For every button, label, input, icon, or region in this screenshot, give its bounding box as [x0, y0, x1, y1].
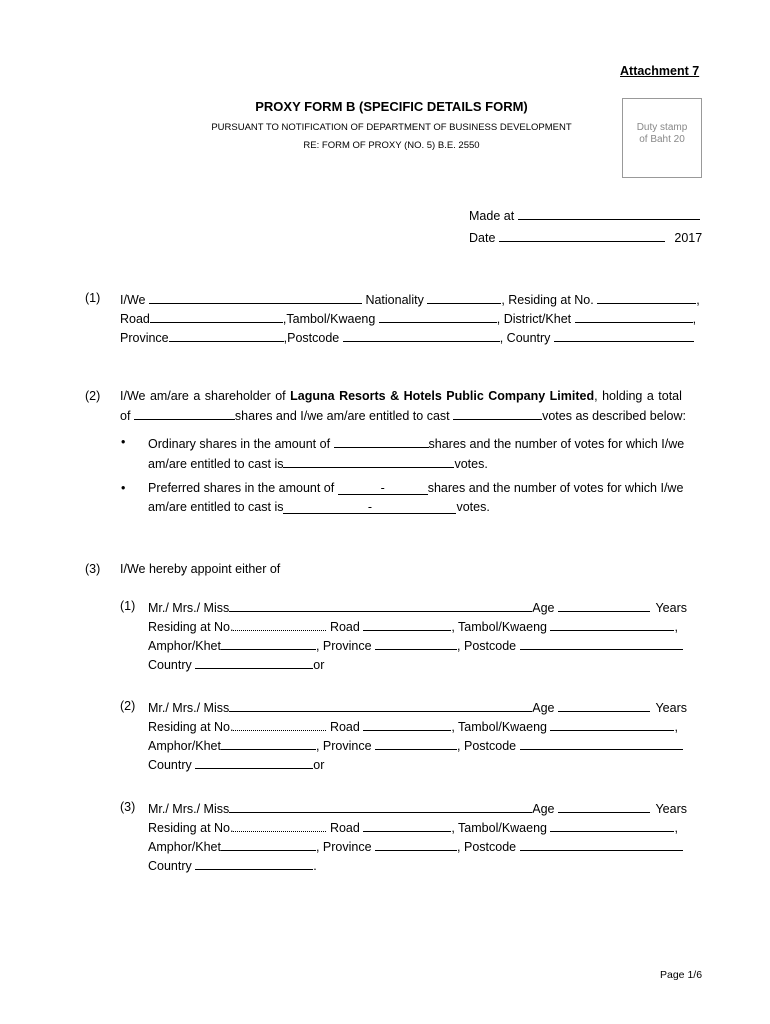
proxy-end-text: or	[313, 758, 325, 772]
date-year: 2017	[674, 231, 703, 245]
section-2-number: (2)	[85, 389, 101, 403]
tambol-label: , Tambol/Kwaeng	[451, 720, 547, 734]
proxy-residing-no-field[interactable]	[233, 819, 326, 832]
shares-votes-text: shares and the number of votes for which I/we	[427, 481, 684, 495]
section-1-line-1	[120, 291, 700, 307]
province-field[interactable]	[169, 329, 284, 342]
proxy-end-text: or	[313, 658, 325, 672]
date-label: Date	[469, 231, 496, 245]
proxy-tambol-field[interactable]	[550, 618, 674, 631]
holding-total-text: , holding a total	[594, 389, 682, 403]
proxy-line-country	[148, 857, 317, 873]
country-field[interactable]	[554, 329, 694, 342]
road-label: Road	[329, 620, 360, 634]
proxy-age-field[interactable]	[558, 699, 650, 712]
proxy-residing-no-field[interactable]	[233, 618, 326, 631]
form-title: PROXY FORM B (SPECIFIC DETAILS FORM)	[255, 99, 528, 114]
amphor-label: Amphor/Khet	[148, 739, 221, 753]
preferred-votes-field[interactable]	[283, 501, 456, 514]
proxy-line-address	[148, 819, 678, 835]
ordinary-line-1	[148, 435, 684, 451]
section-2-line-2	[120, 407, 686, 423]
dash: -	[380, 481, 385, 495]
road-label: Road	[329, 821, 360, 835]
proxy-tambol-field[interactable]	[550, 718, 674, 731]
attachment-label: Attachment 7	[620, 64, 700, 78]
section-3-number: (3)	[85, 562, 101, 576]
votes-desc-text: votes as described below:	[542, 409, 686, 423]
proxy-country-field[interactable]	[195, 857, 313, 870]
years-label: Years	[655, 601, 687, 615]
proxy-country-field[interactable]	[195, 656, 313, 669]
proxy-road-field[interactable]	[363, 618, 451, 631]
tambol-field[interactable]	[379, 310, 497, 323]
stamp-line-1: Duty stamp	[636, 122, 688, 133]
proxy-line-region	[148, 737, 683, 753]
ordinary-line-2	[148, 455, 488, 471]
proxy-line-address	[148, 718, 678, 734]
entitled-cast-label: am/are entitled to cast is	[148, 457, 284, 471]
proxy-line-name	[148, 800, 687, 816]
votes-label: votes.	[456, 500, 490, 514]
age-label: Age	[532, 701, 555, 715]
tambol-label: , Tambol/Kwaeng	[451, 821, 547, 835]
proxy-tambol-field[interactable]	[550, 819, 674, 832]
proxy-road-field[interactable]	[363, 819, 451, 832]
road-label: Road	[329, 720, 360, 734]
proxy-line-country	[148, 756, 324, 772]
proxy-line-region	[148, 838, 683, 854]
date-row	[469, 229, 702, 245]
comma: ,	[674, 821, 678, 835]
shareholder-text: I/We am/are a shareholder of	[120, 389, 286, 403]
entitled-cast-label: am/are entitled to cast is	[148, 500, 284, 514]
section-1-line-2	[120, 310, 696, 326]
date-field[interactable]	[499, 229, 665, 242]
postcode-field[interactable]	[343, 329, 500, 342]
province-label: , Province	[315, 840, 372, 854]
ordinary-votes-field[interactable]	[283, 455, 454, 468]
proxy-country-field[interactable]	[195, 756, 313, 769]
proxy-name-field[interactable]	[229, 699, 532, 712]
title-label: Mr./ Mrs./ Miss	[148, 701, 230, 715]
proxy-name-field[interactable]	[229, 599, 532, 612]
nationality-field[interactable]	[427, 291, 501, 304]
bullet-ordinary: •	[121, 435, 126, 449]
proxy-province-field[interactable]	[375, 838, 457, 851]
proxy-end-text: .	[313, 859, 317, 873]
years-label: Years	[655, 701, 687, 715]
ordinary-shares-field[interactable]	[334, 435, 429, 448]
proxy-road-field[interactable]	[363, 718, 451, 731]
road-field[interactable]	[150, 310, 283, 323]
residing-label: Residing at No.	[148, 821, 234, 835]
postcode-label: ,Postcode	[283, 331, 340, 345]
section-2-line-1	[120, 389, 682, 403]
amphor-label: Amphor/Khet	[148, 840, 221, 854]
made-at-field[interactable]	[518, 207, 700, 220]
residing-no-field[interactable]	[597, 291, 696, 304]
tambol-label: ,Tambol/Kwaeng	[282, 312, 376, 326]
form-subtitle-1: PURSUANT TO NOTIFICATION OF DEPARTMENT OF BUSINESS DEVELOPMENT	[211, 122, 572, 133]
proxy-postcode-field[interactable]	[520, 838, 683, 851]
company-name: Laguna Resorts & Hotels Public Company Limited	[290, 389, 595, 403]
years-label: Years	[655, 802, 687, 816]
proxy-province-field[interactable]	[375, 737, 457, 750]
proxy-line-address	[148, 618, 678, 634]
made-at-row	[469, 207, 700, 223]
tambol-label: , Tambol/Kwaeng	[451, 620, 547, 634]
proxy-residing-no-field[interactable]	[233, 718, 326, 731]
dash: -	[367, 500, 373, 514]
title-label: Mr./ Mrs./ Miss	[148, 802, 230, 816]
postcode-label: , Postcode	[457, 840, 517, 854]
preferred-line-1	[148, 481, 683, 495]
postcode-label: , Postcode	[457, 639, 517, 653]
country-label: Country	[148, 859, 192, 873]
proxy-line-name	[148, 599, 687, 615]
amphor-label: Amphor/Khet	[148, 639, 221, 653]
country-label: , Country	[499, 331, 551, 345]
entitled-text: shares and I/we am/are entitled to cast	[234, 409, 450, 423]
name-field[interactable]	[149, 291, 362, 304]
district-field[interactable]	[575, 310, 693, 323]
proxy-number: (1)	[120, 599, 136, 613]
residing-label: , Residing at No.	[501, 293, 594, 307]
age-label: Age	[532, 802, 555, 816]
proxy-postcode-field[interactable]	[520, 637, 683, 650]
preferred-shares-field[interactable]	[338, 482, 428, 495]
duty-stamp-box	[622, 98, 702, 178]
road-label: Road	[120, 312, 150, 326]
comma: ,	[674, 720, 678, 734]
proxy-amphor-field[interactable]	[221, 737, 316, 750]
comma: ,	[692, 312, 697, 326]
proxy-line-country	[148, 656, 324, 672]
age-label: Age	[532, 601, 555, 615]
shares-votes-text: shares and the number of votes for which I/we	[428, 437, 685, 451]
proxy-number: (2)	[120, 699, 136, 713]
section-1-number: (1)	[85, 291, 101, 305]
iwe-label: I/We	[120, 293, 146, 307]
section-1-line-3	[120, 329, 694, 345]
total-votes-field[interactable]	[453, 407, 542, 420]
proxy-line-region	[148, 637, 683, 653]
proxy-amphor-field[interactable]	[221, 838, 316, 851]
residing-label: Residing at No.	[148, 720, 234, 734]
country-label: Country	[148, 658, 192, 672]
bullet-preferred: •	[121, 481, 126, 495]
postcode-label: , Postcode	[457, 739, 517, 753]
nationality-label: Nationality	[365, 293, 424, 307]
comma: ,	[674, 620, 678, 634]
proxy-line-name	[148, 699, 687, 715]
province-label: Province	[120, 331, 169, 345]
stamp-line-2: of Baht 20	[639, 134, 685, 145]
province-label: , Province	[315, 739, 372, 753]
of-label: of	[120, 409, 131, 423]
section-3-heading: I/We hereby appoint either of	[120, 562, 281, 576]
comma: ,	[696, 293, 700, 307]
proxy-age-field[interactable]	[558, 599, 650, 612]
proxy-amphor-field[interactable]	[221, 637, 316, 650]
proxy-name-field[interactable]	[229, 800, 532, 813]
ordinary-label: Ordinary shares in the amount of	[148, 437, 331, 451]
preferred-line-2	[148, 500, 490, 514]
proxy-number: (3)	[120, 800, 136, 814]
total-shares-field[interactable]	[134, 407, 235, 420]
made-at-label: Made at	[469, 209, 515, 223]
district-label: , District/Khet	[496, 312, 572, 326]
residing-label: Residing at No.	[148, 620, 234, 634]
proxy-age-field[interactable]	[558, 800, 650, 813]
title-label: Mr./ Mrs./ Miss	[148, 601, 230, 615]
province-label: , Province	[315, 639, 372, 653]
form-subtitle-2: RE: FORM OF PROXY (NO. 5) B.E. 2550	[303, 140, 480, 151]
country-label: Country	[148, 758, 192, 772]
preferred-label: Preferred shares in the amount of	[148, 481, 335, 495]
proxy-postcode-field[interactable]	[520, 737, 683, 750]
page-number: Page 1/6	[660, 969, 703, 981]
votes-label: votes.	[454, 457, 488, 471]
proxy-province-field[interactable]	[375, 637, 457, 650]
